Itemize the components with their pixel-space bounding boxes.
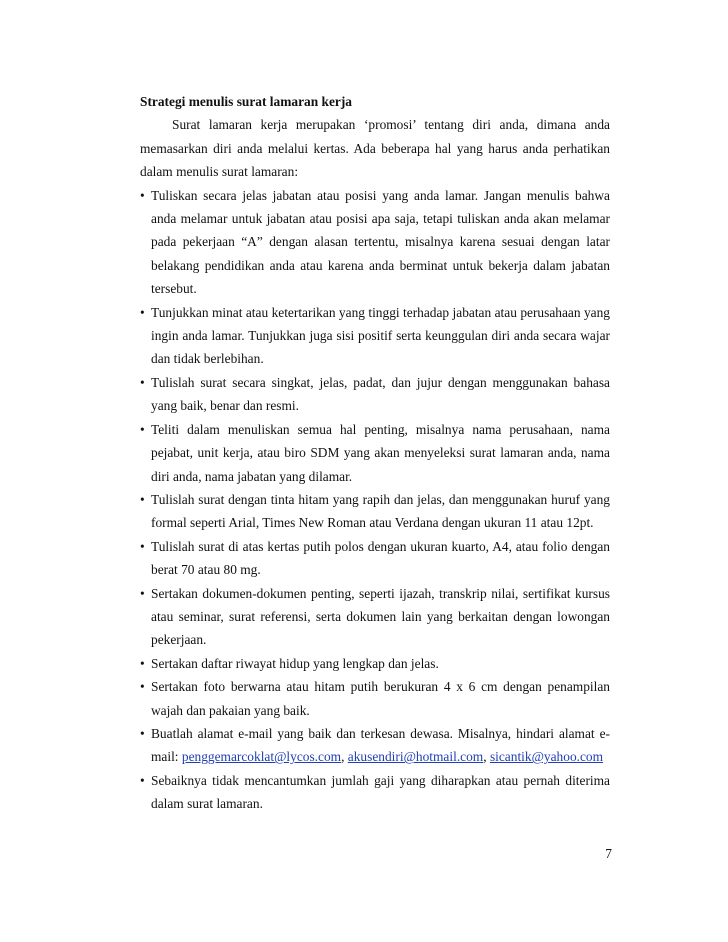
list-item [140, 488, 610, 535]
list-item [140, 652, 610, 675]
list-item-text: Buatlah alamat e-mail yang baik dan terkesan dewasa. Misalnya, hindari alamat e-mail: [151, 725, 610, 765]
list-item-text: Tulislah surat dengan tinta hitam yang rapih dan jelas, dan menggunakan huruf yang formal seperti Arial, Times New Roman atau Verdana dengan ukuran 11 atau 12pt. [151, 491, 610, 531]
list-item-text: Teliti dalam menuliskan semua hal penting, misalnya nama perusahaan, nama pejabat, unit kerja, atau biro SDM yang akan menyeleksi surat lamaran anda, nama diri anda, nama jabatan yang dilamar. [151, 421, 610, 484]
section-heading: Strategi menulis surat lamaran kerja [140, 94, 352, 109]
bullet-icon: • [140, 772, 145, 788]
list-item [140, 535, 610, 582]
bullet-icon: • [140, 655, 145, 671]
email-link-yahoo[interactable]: sicantik@yahoo.com [489, 749, 604, 765]
bullet-icon: • [140, 304, 145, 320]
intro-paragraph: Surat lamaran kerja merupakan ‘promosi’ tentang diri anda, dimana anda memasarkan diri anda melalui kertas. Ada beberapa hal yang harus anda perhatikan dalam menulis surat lamaran: [140, 117, 610, 180]
bullet-icon: • [140, 538, 145, 554]
tips-list [140, 184, 610, 816]
bullet-icon: • [140, 725, 145, 741]
page-number: 7 [605, 846, 612, 861]
list-item [140, 769, 610, 816]
email-link-lycos[interactable]: penggemarcoklat@lycos.com [181, 749, 342, 765]
link-separator: , [483, 749, 490, 765]
bullet-icon: • [140, 374, 145, 390]
list-item-text: Sertakan dokumen-dokumen penting, seperti ijazah, transkrip nilai, sertifikat kursus atau seminar, surat referensi, serta dokumen lain yang berkaitan dengan lowongan pekerjaan. [151, 585, 610, 648]
list-item [140, 582, 610, 652]
link-separator: , [341, 749, 348, 765]
bullet-icon: • [140, 679, 145, 695]
list-item-text: Tulislah surat di atas kertas putih polos dengan ukuran kuarto, A4, atau folio dengan berat 70 atau 80 mg. [151, 538, 610, 578]
list-item [140, 675, 610, 722]
list-item-text: Tulislah surat secara singkat, jelas, padat, dan jujur dengan menggunakan bahasa yang baik, benar dan resmi. [151, 374, 610, 414]
list-item-text: Tunjukkan minat atau ketertarikan yang tinggi terhadap jabatan atau perusahaan yang ingin anda lamar. Tunjukkan juga sisi positif serta keunggulan diri anda secara wajar dan tidak berlebihan. [151, 304, 610, 367]
list-item-email [140, 722, 610, 769]
list-item-text: Sertakan foto berwarna atau hitam putih berukuran 4 x 6 cm dengan penampilan wajah dan pakaian yang baik. [151, 679, 610, 718]
list-item [140, 184, 610, 301]
bullet-icon: • [140, 491, 145, 507]
bullet-icon: • [140, 421, 145, 437]
bullet-icon: • [140, 585, 145, 601]
list-item [140, 418, 610, 488]
list-item [140, 371, 610, 418]
list-item-text: Sertakan daftar riwayat hidup yang lengkap dan jelas. [151, 655, 439, 671]
bullet-icon: • [140, 187, 145, 203]
list-item-text: Tuliskan secara jelas jabatan atau posisi yang anda lamar. Jangan menulis bahwa anda melamar untuk jabatan atau posisi apa saja, tetapi tuliskan anda akan melamar pada pekerjaan “A” dengan alasan tertentu, misalnya karena sesuai dengan latar belakang pendidikan anda atau karena anda berminat untuk bekerja dalam jabatan tersebut. [151, 187, 610, 297]
list-item [140, 301, 610, 371]
email-link-hotmail[interactable]: akusendiri@hotmail.com [347, 749, 484, 765]
document-page [140, 90, 610, 816]
list-item-text: Sebaiknya tidak mencantumkan jumlah gaji yang diharapkan atau pernah diterima dalam surat lamaran. [151, 772, 610, 812]
